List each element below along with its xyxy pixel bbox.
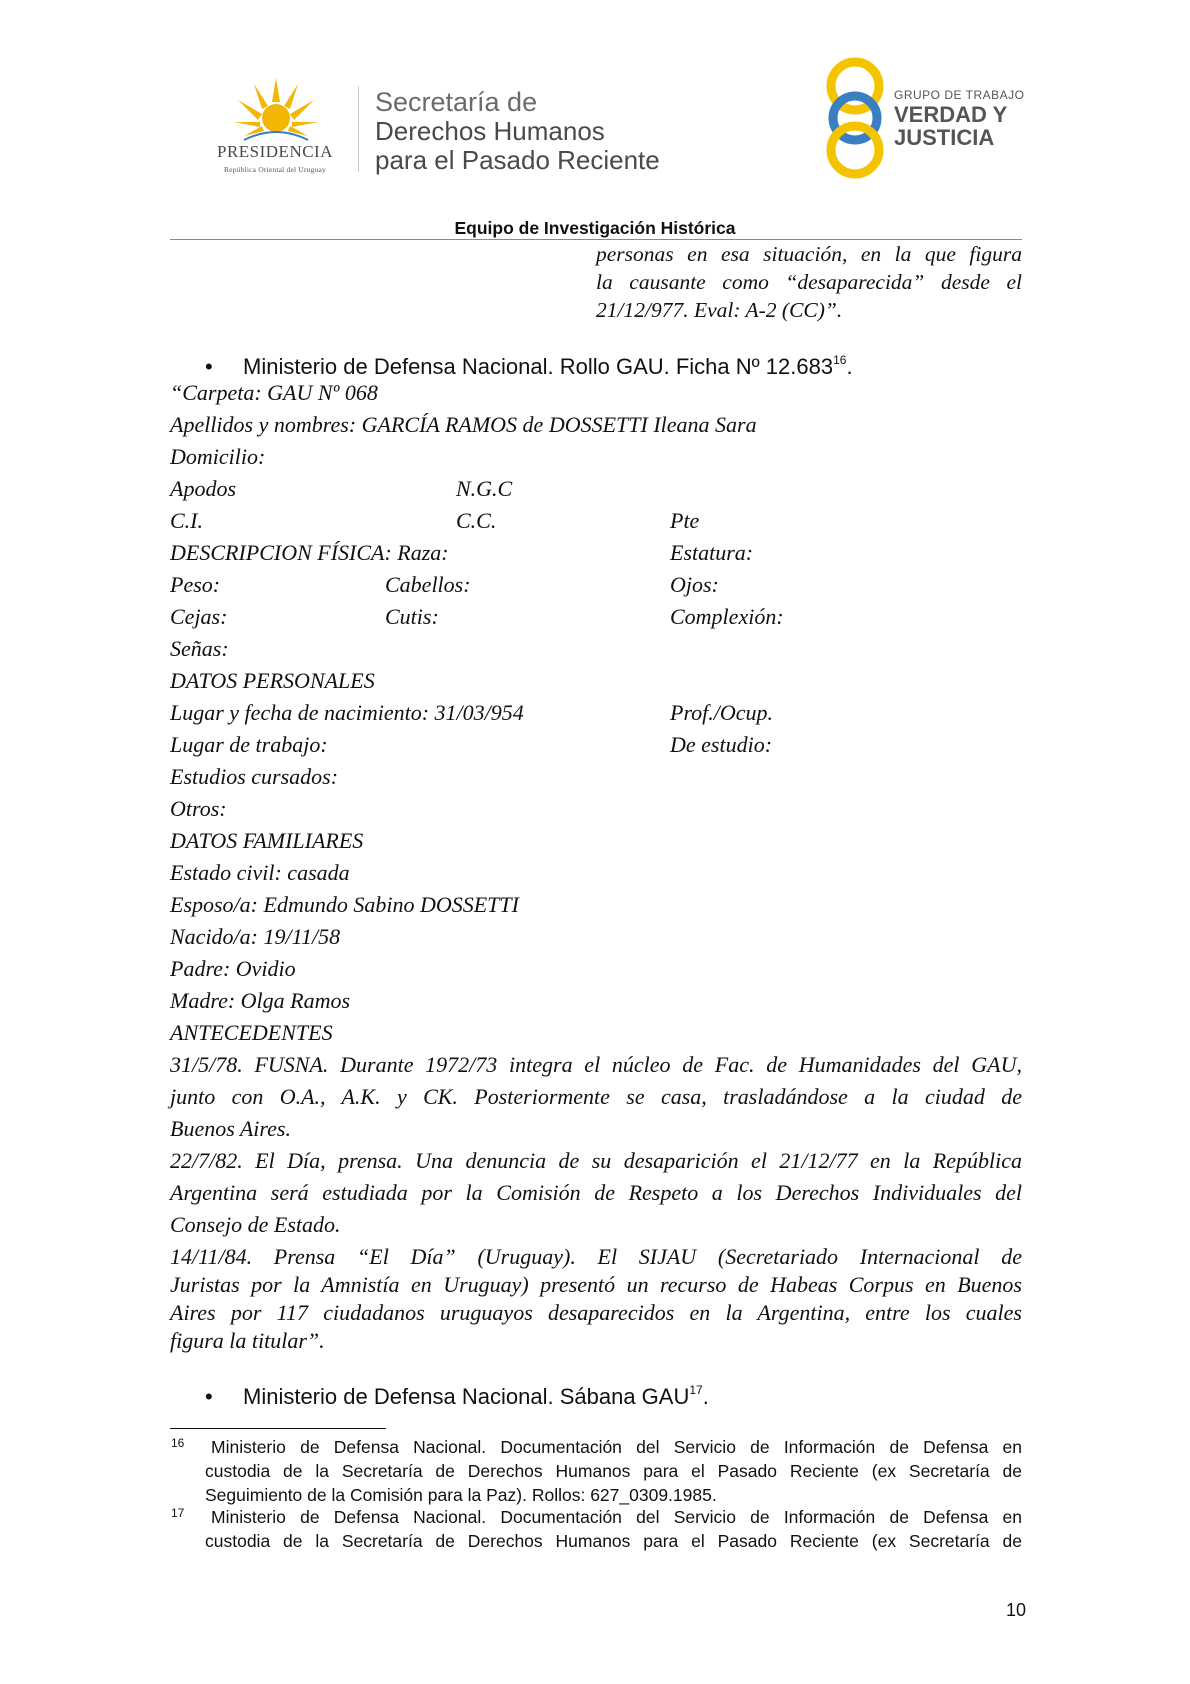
antecedentes-line: 14/11/84. Prensa “El Día” (Uruguay). El SIJAU (Secretariado Internacional de [170, 1244, 1022, 1269]
ficha-cc: C.C. [456, 508, 497, 533]
ficha-nacimiento: Lugar y fecha de nacimiento: 31/03/954 [170, 700, 524, 725]
ficha-carpeta: “Carpeta: GAU Nº 068 [170, 380, 378, 405]
gtvj-line-2: VERDAD Y [894, 102, 1008, 127]
secretaria-line-3: para el Pasado Reciente [375, 145, 660, 175]
bullet-icon: • [205, 1384, 213, 1409]
footnote-separator [170, 1428, 386, 1429]
antecedentes-line: 22/7/82. El Día, prensa. Una denuncia de su desaparición el 21/12/77 en la República [170, 1148, 1022, 1173]
antecedentes-line: figura la titular”. [170, 1328, 325, 1353]
antecedentes-line: Juristas por la Amnistía en Uruguay) presentó un recurso de Habeas Corpus en Buenos [170, 1272, 1022, 1297]
ficha-ojos: Ojos: [670, 572, 719, 597]
presidencia-subtitle: República Oriental del Uruguay [223, 165, 326, 174]
verdad-justicia-logo [822, 56, 1032, 182]
ficha-padre: Padre: Ovidio [170, 956, 296, 981]
ficha-trabajo: Lugar de trabajo: [170, 732, 328, 757]
antecedentes-line: 31/5/78. FUSNA. Durante 1972/73 integra el núcleo de Fac. de Humanidades del GAU, [170, 1052, 1022, 1077]
ficha-apellidos: Apellidos y nombres: GARCÍA RAMOS de DOSSETTI Ileana Sara [170, 412, 757, 437]
footnote-line: custodia de la Secretaría de Derechos Humanos para el Pasado Reciente (ex Secretaría de [205, 1531, 1022, 1551]
ficha-otros: Otros: [170, 796, 227, 821]
ficha-estado-civil: Estado civil: casada [170, 860, 350, 885]
presidencia-name: PRESIDENCIA [216, 142, 333, 161]
footnote-line: Ministerio de Defensa Nacional. Documentación del Servicio de Información de Defensa en [211, 1437, 1022, 1457]
ficha-cabellos: Cabellos: [385, 572, 471, 597]
ficha-antecedentes: ANTECEDENTES [170, 1020, 333, 1045]
bullet-icon: • [205, 354, 213, 379]
ficha-cutis: Cutis: [385, 604, 439, 629]
ficha-estatura: Estatura: [670, 540, 754, 565]
bullet-sabana [243, 1383, 709, 1410]
ficha-peso: Peso: [170, 572, 221, 597]
bullet-sabana-text: Ministerio de Defensa Nacional. Sábana GAU [243, 1384, 690, 1409]
footnote-ref-17[interactable]: 17 [689, 1383, 703, 1397]
ficha-senas: Señas: [170, 636, 229, 661]
ficha-ngc: N.G.C [456, 476, 513, 501]
page-number: 10 [1005, 1600, 1026, 1620]
ficha-complexion: Complexión: [670, 604, 784, 629]
ficha-datos-familiares: DATOS FAMILIARES [170, 828, 364, 853]
ficha-ci: C.I. [170, 508, 203, 533]
rings-icon [822, 56, 888, 180]
gtvj-line-1: GRUPO DE TRABAJO [894, 88, 1025, 102]
footnote-number: 16 [171, 1436, 185, 1450]
ficha-cejas: Cejas: [170, 604, 228, 629]
antecedentes-line: Aires por 117 ciudadanos uruguayos desaparecidos en la Argentina, entre los cuales [170, 1300, 1022, 1325]
secretaria-line-1: Secretaría de [375, 87, 538, 117]
ficha-domicilio: Domicilio: [170, 444, 266, 469]
ficha-prof: Prof./Ocup. [670, 700, 774, 725]
header-divider [358, 86, 359, 172]
secretaria-line-2: Derechos Humanos [375, 116, 605, 146]
quote-line: personas en esa situación, en la que figura [596, 242, 1022, 266]
antecedentes-line: Consejo de Estado. [170, 1212, 341, 1237]
footnote-line: Ministerio de Defensa Nacional. Documentación del Servicio de Información de Defensa en [211, 1507, 1022, 1527]
bullet-ficha-text: Ministerio de Defensa Nacional. Rollo GAU. Ficha Nº 12.683 [243, 354, 834, 379]
quote-line: 21/12/977. Eval: A-2 (CC)”. [596, 298, 843, 322]
gtvj-line-3: JUSTICIA [894, 125, 995, 150]
antecedentes-line: Buenos Aires. [170, 1116, 291, 1141]
presidencia-logo [196, 78, 354, 178]
verdad-justicia-text [894, 88, 1024, 149]
antecedentes-line: junto con O.A., A.K. y CK. Posteriormente se casa, trasladándose a la ciudad de [170, 1084, 1022, 1109]
footnote-line: Seguimiento de la Comisión para la Paz). Rollos: 627_0309.1985. [205, 1485, 717, 1505]
ficha-descripcion: DESCRIPCION FÍSICA: Raza: [170, 540, 449, 565]
ficha-estudio: De estudio: [670, 732, 773, 757]
bullet-tail: . [702, 1384, 709, 1409]
sun-icon [234, 78, 318, 142]
ficha-datos-personales: DATOS PERSONALES [170, 668, 375, 693]
footnote-line: custodia de la Secretaría de Derechos Humanos para el Pasado Reciente (ex Secretaría de [205, 1461, 1022, 1481]
ficha-nacido: Nacido/a: 19/11/58 [170, 924, 341, 949]
secretaria-logo-text [375, 88, 660, 175]
ficha-esposo: Esposo/a: Edmundo Sabino DOSSETTI [170, 892, 519, 917]
footnote-number: 17 [171, 1506, 185, 1520]
bullet-tail: . [846, 354, 853, 379]
quote-continuation [596, 240, 1022, 324]
team-title: Equipo de Investigación Histórica [454, 218, 736, 238]
antecedentes-line: Argentina será estudiada por la Comisión de Respeto a los Derechos Individuales del [170, 1180, 1022, 1205]
ficha-apodos: Apodos [170, 476, 236, 501]
ficha-estudios-cursados: Estudios cursados: [170, 764, 339, 789]
quote-line: la causante como “desaparecida” desde el [596, 270, 1022, 294]
bullet-ficha [243, 353, 853, 380]
footnote-ref-16[interactable]: 16 [833, 353, 847, 367]
ficha-madre: Madre: Olga Ramos [170, 988, 351, 1013]
ficha-pte: Pte [670, 508, 700, 533]
